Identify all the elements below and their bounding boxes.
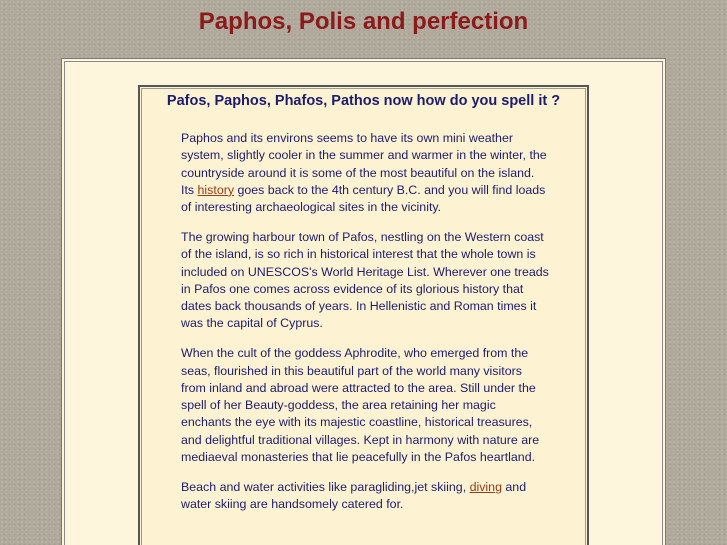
article-body (181, 130, 549, 526)
paragraph-intro-text-end: goes back to the 4th century B.C. and you will find loads of interesting archaeological sites in the vicinity. (181, 182, 546, 215)
paragraph-activities-text: Beach and water activities like paragliding,jet skiing, (181, 479, 470, 494)
paragraph-intro-text: Paphos and its environs seems to have its own mini weather system, slightly cooler in the summer and warmer in the winter, the countryside around it is some of the most beautiful on the island. Its (181, 131, 547, 197)
paragraph-activities (181, 479, 549, 514)
paragraph-harbour: The growing harbour town of Pafos, nestling on the Western coast of the island, is so rich in historical interest that the whole town is included on UNESCOS's World Heritage List. Wherever one treads in Pafos one comes across evidence of its glorious history that dates back thousands of years. In Hellenistic and Roman times it was the capital of Cyprus. (181, 229, 549, 331)
paragraph-intro (181, 130, 549, 216)
article-heading: Pafos, Paphos, Phafos, Pathos now how do you spell it ? (166, 93, 561, 109)
paragraph-activities-text-end: and water skiing are handsomely catered for. (181, 479, 527, 512)
paragraph-aphrodite: When the cult of the goddess Aphrodite, who emerged from the seas, flourished in this beautiful part of the world many visitors from inland and abroad were attracted to the area. Still under the spell of her Beauty-goddess, the area retaining her magic enchants the eye with its majestic coastline, historical treasures, and delightful traditional villages. Kept in harmony with nature are mediaeval monasteries that lie peacefully in the Pafos heartland. (181, 346, 540, 465)
page-title: Paphos, Polis and perfection (198, 8, 529, 35)
history-link[interactable]: history (197, 182, 235, 197)
diving-link[interactable]: diving (469, 479, 502, 494)
